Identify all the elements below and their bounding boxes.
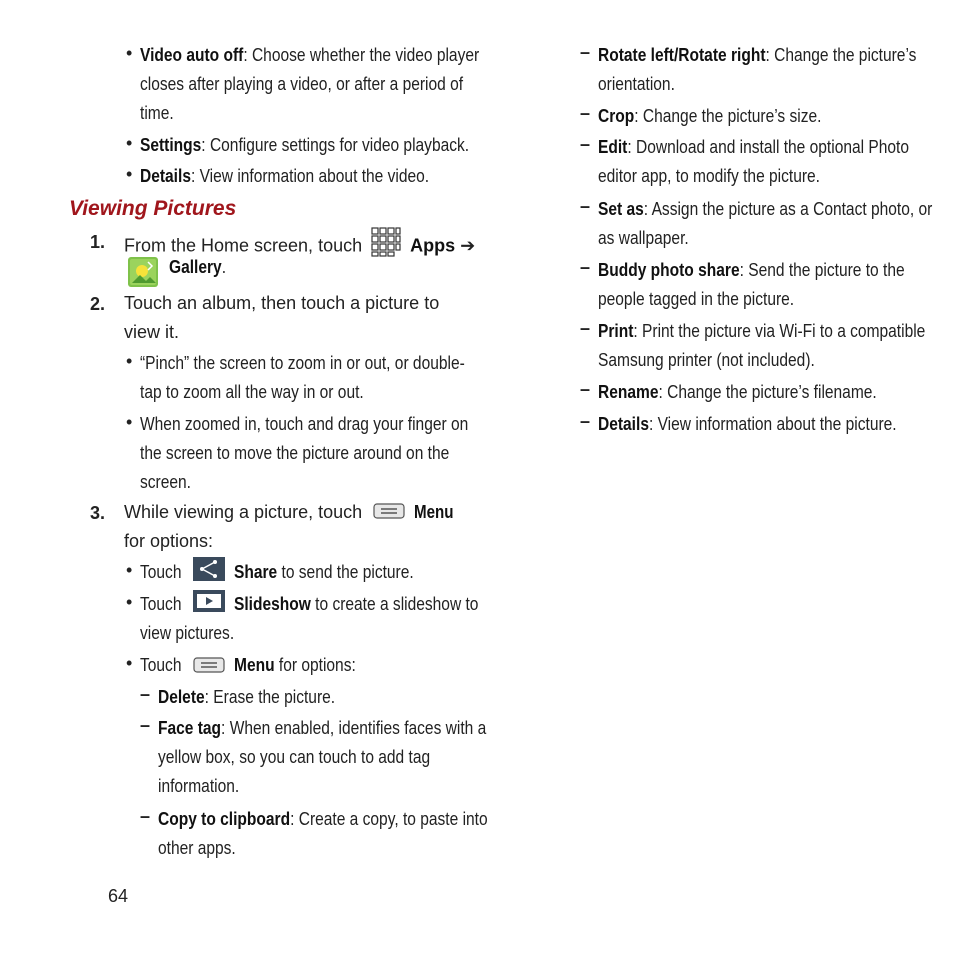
bullet-text-line: tap to zoom all the way in or out.	[140, 381, 364, 402]
dash: –	[580, 257, 591, 277]
option-text-line: yellow box, so you can touch to add tag	[158, 746, 431, 767]
bullet: •	[126, 560, 133, 580]
dash: –	[140, 715, 151, 735]
menu-option-print: Print: Print the picture via Wi-Fi to a compatible	[598, 320, 926, 341]
option-text-line: information.	[158, 775, 240, 796]
dash: –	[580, 411, 591, 431]
menu-option-edit: Edit: Download and install the optional Photo	[598, 136, 910, 157]
dash: –	[580, 379, 591, 399]
menu-option-buddy-photo-share: Buddy photo share: Send the picture to the	[598, 259, 905, 280]
bullet-text-line: “Pinch” the screen to zoom in or out, or double-	[140, 352, 465, 373]
bullet: •	[126, 133, 133, 153]
bullet-text-line: time.	[140, 102, 174, 123]
bullet-text-line: the screen to move the picture around on the	[140, 442, 450, 463]
dash: –	[580, 103, 591, 123]
menu-option-details: Details: View information about the picture.	[598, 413, 897, 434]
dash: –	[140, 806, 151, 826]
menu-option-set-as: Set as: Assign the picture as a Contact photo, or	[598, 198, 933, 219]
menu-option-copy-to-clipboard: Copy to clipboard: Create a copy, to paste into	[158, 808, 488, 829]
menu-key-icon	[373, 499, 405, 528]
bullet-text-line: When zoomed in, touch and drag your finger on	[140, 413, 469, 434]
bullet: •	[126, 592, 133, 612]
apps-grid-icon	[371, 227, 401, 266]
bullet-video-auto-off: Video auto off: Choose whether the video player	[140, 44, 480, 65]
option-text-line: other apps.	[158, 837, 236, 858]
dash: –	[580, 196, 591, 216]
menu-option-rotate: Rotate left/Rotate right: Change the picture’s	[598, 44, 917, 65]
step-1-text: From the Home screen, touch Apps ➔	[124, 227, 475, 266]
bullet-details: Details: View information about the video.	[140, 165, 430, 186]
dash: –	[580, 42, 591, 62]
option-text-line: editor app, to modify the picture.	[598, 165, 821, 186]
slideshow-icon	[193, 590, 225, 620]
share-icon	[193, 557, 225, 589]
bullet-text-line: closes after playing a video, or after a period of	[140, 73, 464, 94]
touch-share-item: Touch Share to send the picture.	[140, 557, 448, 589]
step-3-text: for options:	[124, 531, 214, 551]
step-2-text: Touch an album, then touch a picture to	[124, 293, 440, 313]
option-text-line: orientation.	[598, 73, 675, 94]
step-number: 3.	[90, 503, 106, 523]
page-number: 64	[108, 886, 129, 906]
menu-key-icon	[193, 652, 225, 681]
menu-option-face-tag: Face tag: When enabled, identifies faces with a	[158, 717, 487, 738]
menu-option-rename: Rename: Change the picture’s filename.	[598, 381, 877, 402]
step-2-text: view it.	[124, 322, 180, 342]
step-3-text: While viewing a picture, touch Menu	[124, 498, 461, 528]
option-text-line: as wallpaper.	[598, 227, 689, 248]
touch-menu-item: Touch Menu for options:	[140, 650, 379, 681]
step-number: 1.	[90, 232, 106, 252]
dash: –	[580, 318, 591, 338]
bullet-settings: Settings: Configure settings for video playback.	[140, 134, 470, 155]
dash: –	[140, 684, 151, 704]
section-heading: Viewing Pictures	[69, 197, 237, 220]
bullet: •	[126, 164, 133, 184]
bullet: •	[126, 351, 133, 371]
step-number: 2.	[90, 294, 106, 314]
touch-slideshow-item: Touch Slideshow to create a slideshow to	[140, 589, 525, 620]
bullet-text-line: view pictures.	[140, 622, 235, 643]
bullet: •	[126, 43, 133, 63]
bullet-text-line: screen.	[140, 471, 191, 492]
bullet: •	[126, 412, 133, 432]
menu-option-crop: Crop: Change the picture’s size.	[598, 105, 822, 126]
dash: –	[580, 134, 591, 154]
step-1-gallery: Gallery.	[128, 257, 237, 295]
option-text-line: Samsung printer (not included).	[598, 349, 815, 370]
option-text-line: people tagged in the picture.	[598, 288, 795, 309]
menu-option-delete: Delete: Erase the picture.	[158, 686, 336, 707]
bullet: •	[126, 653, 133, 673]
